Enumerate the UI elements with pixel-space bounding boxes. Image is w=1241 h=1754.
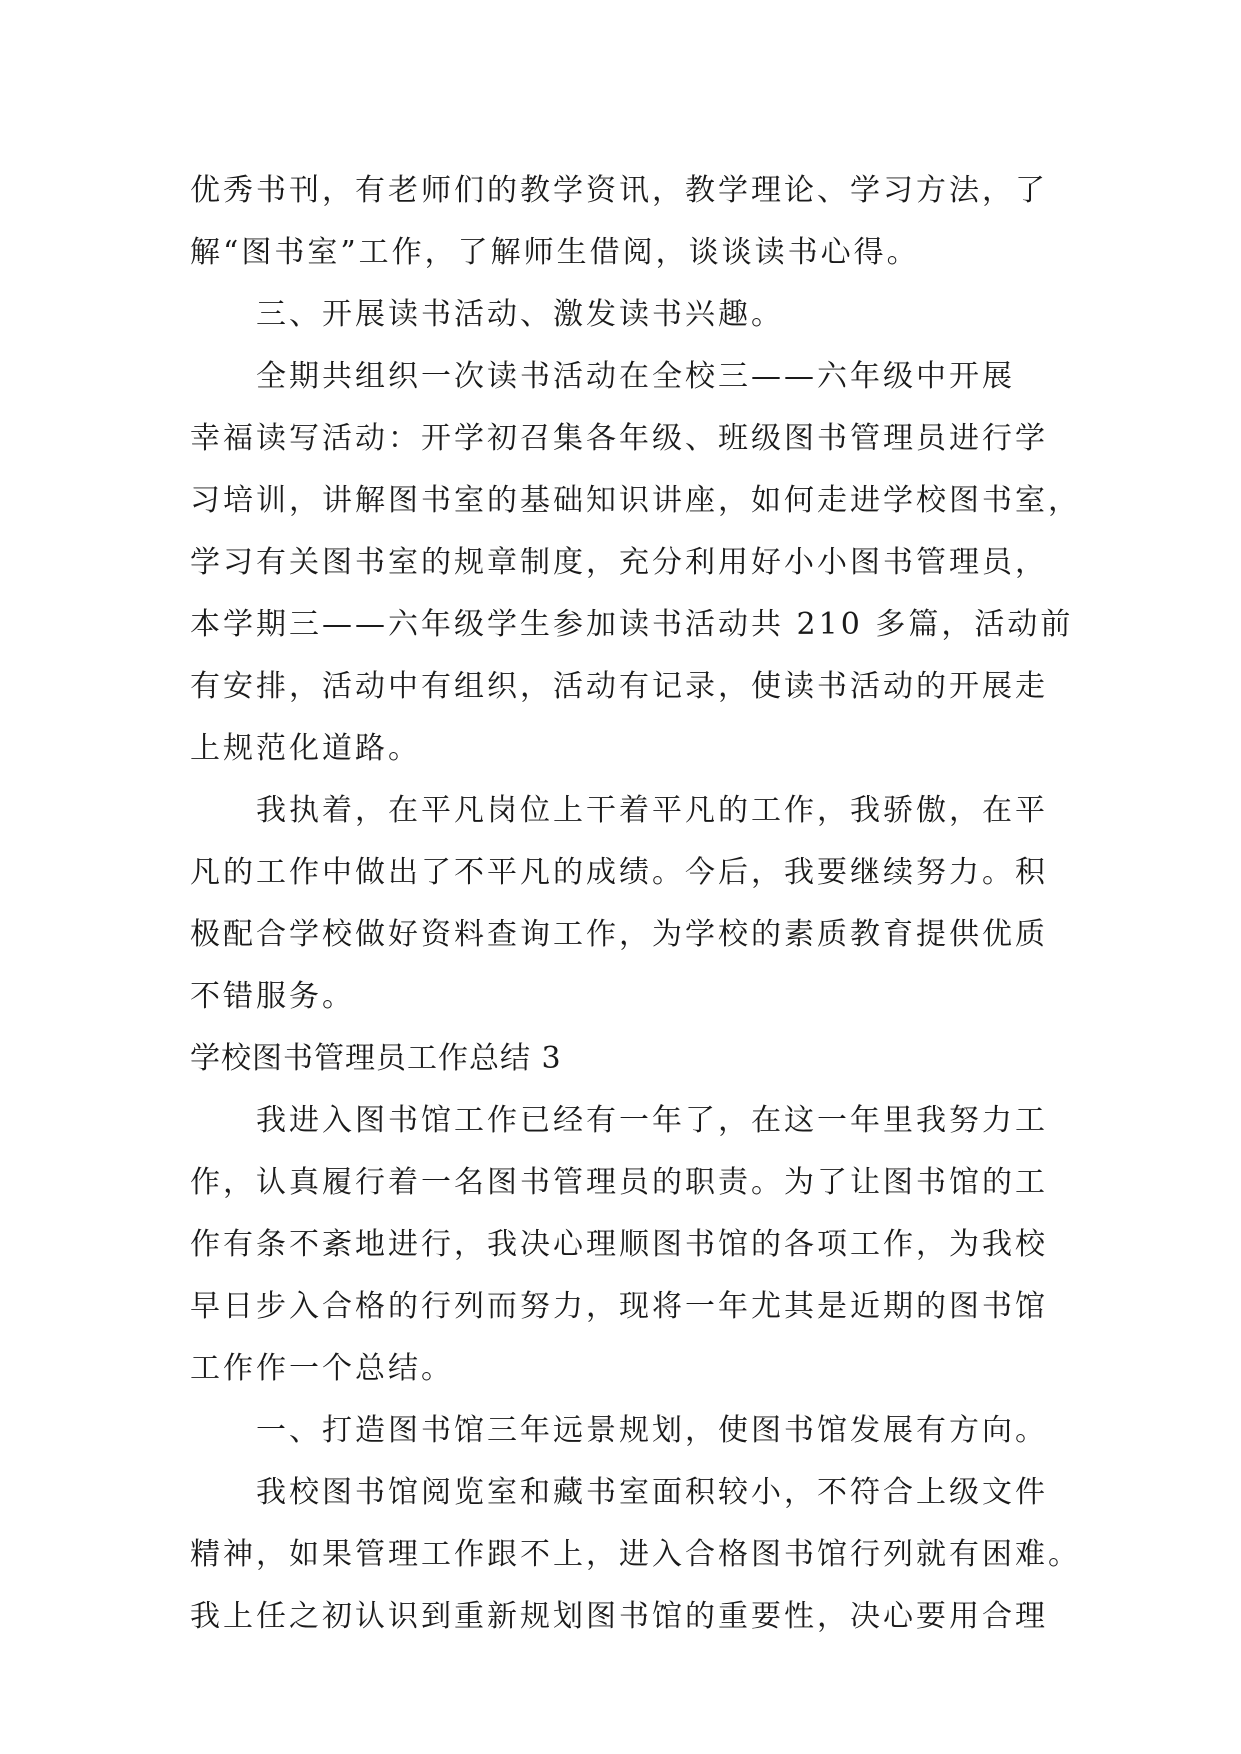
text-line: 有安排，活动中有组织，活动有记录，使读书活动的开展走 [190,669,1048,704]
text-line: 凡的工作中做出了不平凡的成绩。今后，我要继续努力。积 [190,855,1048,890]
text-line: 三、开展读书活动、激发读书兴趣。 [256,297,784,332]
text-line: 早日步入合格的行列而努力，现将一年尤其是近期的图书馆 [190,1289,1048,1324]
paragraph [190,1462,1081,1648]
text-line: 作，认真履行着一名图书管理员的职责。为了让图书馆的工 [190,1165,1048,1200]
paragraph [190,1400,1060,1462]
text-line: 我校图书馆阅览室和藏书室面积较小，不符合上级文件 [256,1475,1048,1510]
section-title: 学校图书管理员工作总结 3 [190,1041,562,1076]
text-line: 习培训，讲解图书室的基础知识讲座，如何走进学校图书室， [190,483,1081,518]
text-line: 工作作一个总结。 [190,1351,454,1386]
text-line: 解“图书室”工作，了解师生借阅，谈谈读书心得。 [190,235,920,270]
paragraph [190,346,1081,780]
paragraph [190,160,1060,284]
text-line: 我进入图书馆工作已经有一年了，在这一年里我努力工 [256,1103,1048,1138]
text-line: 全期共组织一次读书活动在全校三——六年级中开展 [256,359,1015,394]
paragraph [190,1090,1060,1400]
text-line: 幸福读写活动：开学初召集各年级、班级图书管理员进行学 [190,421,1048,456]
text-line: 学习有关图书室的规章制度，充分利用好小小图书管理员， [190,545,1048,580]
text-line: 不错服务。 [190,979,355,1014]
text-line: 极配合学校做好资料查询工作，为学校的素质教育提供优质 [190,917,1048,952]
text-line: 本学期三——六年级学生参加读书活动共 210 多篇，活动前 [190,607,1074,642]
document-body [190,160,1081,1648]
text-line: 我上任之初认识到重新规划图书馆的重要性，决心要用合理 [190,1599,1048,1634]
text-line: 优秀书刊，有老师们的教学资讯，教学理论、学习方法，了 [190,173,1048,208]
text-line: 一、打造图书馆三年远景规划，使图书馆发展有方向。 [256,1413,1048,1448]
paragraph [190,284,1060,346]
paragraph [190,780,1060,1028]
text-line: 作有条不紊地进行，我决心理顺图书馆的各项工作，为我校 [190,1227,1048,1262]
text-line: 精神，如果管理工作跟不上，进入合格图书馆行列就有困难。 [190,1537,1081,1572]
text-line: 上规范化道路。 [190,731,421,766]
text-line: 我执着，在平凡岗位上干着平凡的工作，我骄傲，在平 [256,793,1048,828]
